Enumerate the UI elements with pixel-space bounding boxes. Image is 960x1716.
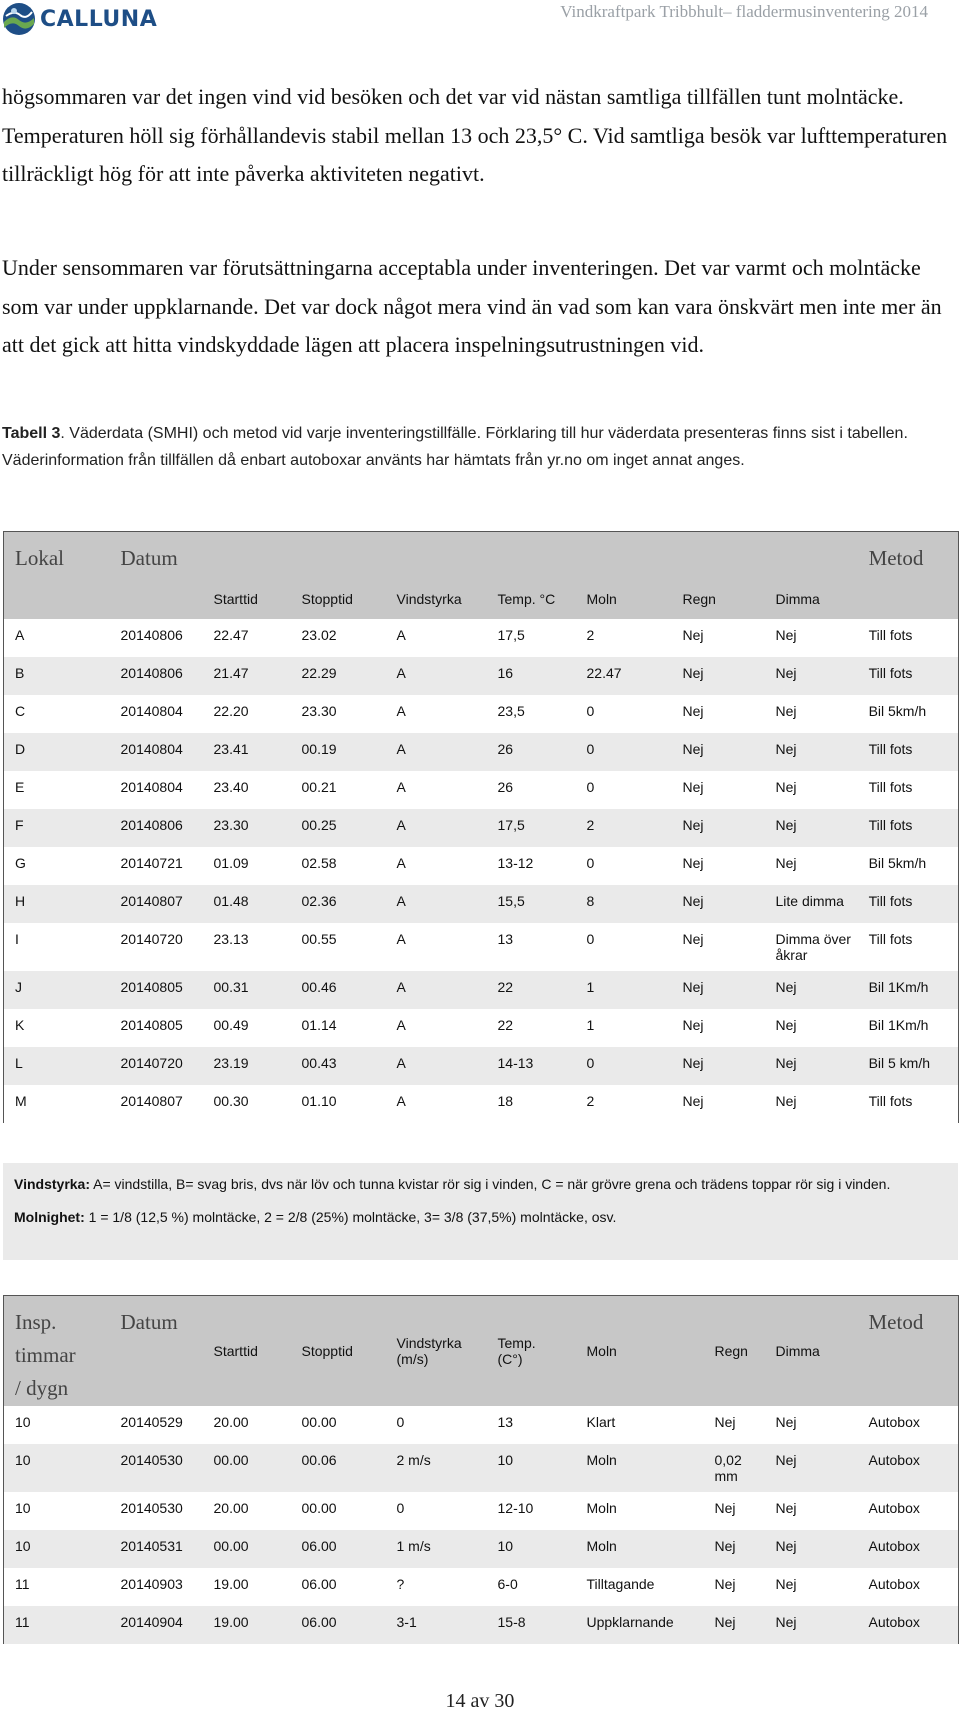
table-cell: Nej (672, 771, 765, 809)
table-cell: 0 (576, 771, 672, 809)
table-cell: 00.30 (203, 1085, 291, 1123)
insp-line-2: timmar (15, 1343, 76, 1367)
table-cell: 00.00 (203, 1444, 291, 1492)
table-row (4, 885, 959, 923)
header-stopptid: Stopptid (301, 591, 353, 607)
table-cell: Nej (672, 847, 765, 885)
table-row (4, 1530, 959, 1568)
table-cell: 13 (487, 923, 576, 971)
table-cell: 20140529 (110, 1406, 203, 1444)
table-cell: 3-1 (386, 1606, 487, 1644)
table-cell: 22 (487, 1009, 576, 1047)
table-cell: 0 (576, 847, 672, 885)
legend-molnighet (14, 1208, 948, 1227)
table-cell: 06.00 (291, 1568, 386, 1606)
table-cell: J (4, 971, 110, 1009)
table-cell: Bil 5km/h (858, 695, 959, 733)
table-cell: 2 (576, 619, 672, 657)
table-cell: 0 (576, 1047, 672, 1085)
table-cell: 10 (4, 1406, 110, 1444)
table-cell: 0 (576, 695, 672, 733)
insp-line-3: / dygn (15, 1376, 69, 1400)
caption-text: . Väderdata (SMHI) och metod vid varje inventeringstillfälle. Förklaring till hur väderdata presenteras finns sist i tabellen. Väderinformation från tillfällen då enbart autoboxar använts har hämtats från yr.no om inget annat anges. (2, 425, 908, 469)
table-cell: 20140807 (110, 1085, 203, 1123)
table-cell: 0 (386, 1492, 487, 1530)
table-row (4, 809, 959, 847)
weather-table-lokal (3, 531, 959, 1123)
legend-vindstyrka (14, 1175, 948, 1194)
table-cell: 01.09 (203, 847, 291, 885)
table-row (4, 971, 959, 1009)
table-row (4, 1406, 959, 1444)
table-cell: 11 (4, 1606, 110, 1644)
table-row (4, 1492, 959, 1530)
document-title: Vindkraftpark Tribbhult– fladdermusinventering 2014 (560, 2, 928, 21)
table-cell: 1 (576, 971, 672, 1009)
table-cell: A (386, 971, 487, 1009)
table-body (4, 1406, 959, 1644)
table-cell: A (386, 809, 487, 847)
header-starttid: Starttid (213, 591, 258, 607)
table-cell: 23.30 (291, 695, 386, 733)
table-cell: 00.49 (203, 1009, 291, 1047)
table-cell: 00.21 (291, 771, 386, 809)
table-cell: 20140805 (110, 1009, 203, 1047)
table-row (4, 657, 959, 695)
table-cell: 2 (576, 1085, 672, 1123)
table-cell: Moln (576, 1444, 704, 1492)
table-cell: Nej (704, 1492, 765, 1530)
table-cell: 02.58 (291, 847, 386, 885)
table-cell: A (386, 771, 487, 809)
table-cell: D (4, 733, 110, 771)
table-cell: Autobox (858, 1606, 959, 1644)
table-cell: 10 (487, 1530, 576, 1568)
table-cell: Nej (765, 619, 858, 657)
legend-vind-label: Vindstyrka: (14, 1176, 90, 1192)
table-cell: 00.25 (291, 809, 386, 847)
table-row (4, 1085, 959, 1123)
table-cell: Bil 1Km/h (858, 1009, 959, 1047)
table-cell: 23,5 (487, 695, 576, 733)
vind-line-1: Vindstyrka (396, 1334, 462, 1351)
table-cell: 20140807 (110, 885, 203, 923)
table-cell: 00.00 (203, 1530, 291, 1568)
table-cell: 20.00 (203, 1492, 291, 1530)
table-row (4, 619, 959, 657)
table-cell: A (386, 1085, 487, 1123)
table-cell: Klart (576, 1406, 704, 1444)
table-cell: 20140903 (110, 1568, 203, 1606)
table-cell: 20140806 (110, 619, 203, 657)
table-cell: Till fots (858, 885, 959, 923)
calluna-logo (2, 2, 157, 36)
table-cell: 17,5 (487, 809, 576, 847)
table-cell: 01.48 (203, 885, 291, 923)
table-cell: 16 (487, 657, 576, 695)
table-cell: Nej (765, 971, 858, 1009)
table-cell: 15,5 (487, 885, 576, 923)
table-cell: 00.00 (291, 1406, 386, 1444)
table-cell: Autobox (858, 1406, 959, 1444)
table-cell: Tilltagande (576, 1568, 704, 1606)
table-row (4, 847, 959, 885)
table-cell: 20.00 (203, 1406, 291, 1444)
table-legend (3, 1163, 958, 1260)
table-cell: G (4, 847, 110, 885)
table-cell: A (386, 695, 487, 733)
weather-table-autobox (3, 1295, 959, 1644)
table-cell: ? (386, 1568, 487, 1606)
page-header (0, 0, 960, 36)
table-cell: Nej (672, 733, 765, 771)
table-cell: 19.00 (203, 1606, 291, 1644)
table-cell: 21.47 (203, 657, 291, 695)
temp-line-1: Temp. (497, 1334, 536, 1351)
table-cell: 0 (576, 923, 672, 971)
table-cell: 0 (576, 733, 672, 771)
table-cell: 2 m/s (386, 1444, 487, 1492)
table-cell: 17,5 (487, 619, 576, 657)
table-cell: 13 (487, 1406, 576, 1444)
table-cell: 00.31 (203, 971, 291, 1009)
table-cell: 26 (487, 771, 576, 809)
header-moln-2: Moln (586, 1342, 617, 1359)
table-cell: A (386, 923, 487, 971)
table-cell: Autobox (858, 1444, 959, 1492)
table-cell: 20140531 (110, 1530, 203, 1568)
header-datum-2: Datum (120, 1310, 178, 1334)
table-cell: Uppklarnande (576, 1606, 704, 1644)
table-row (4, 1047, 959, 1085)
table-cell: Bil 5 km/h (858, 1047, 959, 1085)
table-cell: L (4, 1047, 110, 1085)
table-cell: 01.10 (291, 1085, 386, 1123)
table-cell: Nej (704, 1606, 765, 1644)
table-cell: M (4, 1085, 110, 1123)
table-cell: Bil 1Km/h (858, 971, 959, 1009)
header-regn-2: Regn (714, 1342, 748, 1359)
table-cell: B (4, 657, 110, 695)
table-cell: A (386, 619, 487, 657)
table-cell: Till fots (858, 733, 959, 771)
table-cell: C (4, 695, 110, 733)
paragraph-1: högsommaren var det ingen vind vid besöken och det var vid nästan samtliga tillfällen tunt molntäcke. Temperaturen höll sig förhållandevis stabil mellan 13 och 23,5° C. Vid samtliga besök var lufttemperaturen tillräckligt hög för att inte påverka aktiviteten negativt. (2, 84, 948, 186)
table-cell: Nej (765, 657, 858, 695)
table-cell: 20140721 (110, 847, 203, 885)
table-cell: 15-8 (487, 1606, 576, 1644)
header-vindstyrka: Vindstyrka (396, 591, 462, 607)
table-cell: K (4, 1009, 110, 1047)
table-cell: Nej (672, 885, 765, 923)
header-temp: Temp. °C (497, 591, 556, 607)
table-cell: 14-13 (487, 1047, 576, 1085)
table-cell: 20140804 (110, 695, 203, 733)
table-cell: Till fots (858, 619, 959, 657)
table-cell: Nej (765, 847, 858, 885)
table-cell: Nej (704, 1568, 765, 1606)
header-regn: Regn (682, 591, 716, 607)
table-cell: 23.19 (203, 1047, 291, 1085)
table-cell: 20140530 (110, 1492, 203, 1530)
table-cell: H (4, 885, 110, 923)
table-cell: 1 (576, 1009, 672, 1047)
table-cell: 02.36 (291, 885, 386, 923)
caption-label: Tabell 3 (2, 425, 61, 442)
paragraph-2: Under sensommaren var förutsättningarna acceptabla under inventeringen. Det var varmt och molntäcke som var under uppklarnande. Det var dock något mera vind än vad som kan vara önskvärt men inte mer än att det gick att hitta vindskyddade lägen att placera inspelningsutrustningen vid. (2, 255, 942, 357)
table-cell: Nej (765, 1444, 858, 1492)
table-cell: 01.14 (291, 1009, 386, 1047)
table-cell: 0,02 mm (704, 1444, 765, 1492)
table-cell: 18 (487, 1085, 576, 1123)
table-cell: A (386, 1047, 487, 1085)
table-cell: 13-12 (487, 847, 576, 885)
header-metod-2: Metod (868, 1310, 924, 1334)
table-cell: Nej (672, 695, 765, 733)
table-cell: 6-0 (487, 1568, 576, 1606)
table-cell: A (386, 847, 487, 885)
table-row (4, 1606, 959, 1644)
header-insp-timmar (4, 1296, 110, 1406)
table-cell: Nej (672, 923, 765, 971)
table-cell: 23.40 (203, 771, 291, 809)
table-cell: 22 (487, 971, 576, 1009)
table-cell: 20140804 (110, 771, 203, 809)
table-cell: 20140904 (110, 1606, 203, 1644)
table-cell: 22.29 (291, 657, 386, 695)
legend-moln-text: 1 = 1/8 (12,5 %) molntäcke, 2 = 2/8 (25%) molntäcke, 3= 3/8 (37,5%) molntäcke, osv. (84, 1209, 617, 1225)
table-cell: Nej (765, 1530, 858, 1568)
table-cell: Nej (672, 1085, 765, 1123)
table-cell: Till fots (858, 809, 959, 847)
table-cell: 00.55 (291, 923, 386, 971)
table-cell: Nej (765, 771, 858, 809)
table-row (4, 1568, 959, 1606)
table-cell: Bil 5km/h (858, 847, 959, 885)
table-cell: 20140720 (110, 1047, 203, 1085)
table-cell: Nej (672, 809, 765, 847)
header-temp-2 (487, 1296, 576, 1406)
table-cell: Nej (704, 1530, 765, 1568)
table-cell: 22.20 (203, 695, 291, 733)
table-row (4, 733, 959, 771)
table-cell: 26 (487, 733, 576, 771)
table-cell: Nej (672, 657, 765, 695)
table-cell: I (4, 923, 110, 971)
table-cell: Till fots (858, 1085, 959, 1123)
header-dimma: Dimma (775, 591, 820, 607)
table-row (4, 1444, 959, 1492)
table-cell: 20140720 (110, 923, 203, 971)
table-cell: Dimma över åkrar (765, 923, 858, 971)
table-cell: 0 (386, 1406, 487, 1444)
table-cell: E (4, 771, 110, 809)
table-cell: 22.47 (203, 619, 291, 657)
table-cell: Nej (672, 1047, 765, 1085)
legend-moln-label: Molnighet: (14, 1209, 85, 1225)
table-cell: Nej (765, 1568, 858, 1606)
table-cell: Nej (765, 1009, 858, 1047)
table-cell: 10 (4, 1492, 110, 1530)
table-cell: A (4, 619, 110, 657)
table-cell: Autobox (858, 1568, 959, 1606)
table-cell: 11 (4, 1568, 110, 1606)
table-cell: 20140806 (110, 657, 203, 695)
table-row (4, 923, 959, 971)
header-lokal: Lokal (15, 546, 64, 570)
table-cell: Nej (765, 695, 858, 733)
table-row (4, 695, 959, 733)
header-moln: Moln (586, 591, 617, 607)
table-cell: 23.02 (291, 619, 386, 657)
table-cell: 12-10 (487, 1492, 576, 1530)
table-cell: 8 (576, 885, 672, 923)
table-cell: Nej (672, 971, 765, 1009)
table-row (4, 1009, 959, 1047)
header-starttid-2: Starttid (213, 1342, 258, 1359)
table-cell: Nej (765, 733, 858, 771)
table-cell: Nej (765, 809, 858, 847)
table-cell: 00.00 (291, 1492, 386, 1530)
table-cell: 2 (576, 809, 672, 847)
table-cell: Autobox (858, 1492, 959, 1530)
table-cell: 10 (4, 1444, 110, 1492)
table-cell: 06.00 (291, 1606, 386, 1644)
table-cell: 19.00 (203, 1568, 291, 1606)
table-cell: 1 m/s (386, 1530, 487, 1568)
table-cell: Moln (576, 1530, 704, 1568)
header-dimma-2: Dimma (775, 1342, 820, 1359)
table-cell: Nej (704, 1406, 765, 1444)
logo-text: CALLUNA (40, 6, 158, 32)
table-cell: 22.47 (576, 657, 672, 695)
vind-line-2: (m/s) (396, 1350, 429, 1367)
table-caption (2, 421, 952, 474)
header-metod: Metod (868, 546, 924, 570)
header-stopptid-2: Stopptid (301, 1342, 353, 1359)
table-cell: 10 (487, 1444, 576, 1492)
table-cell: Lite dimma (765, 885, 858, 923)
table-cell: A (386, 1009, 487, 1047)
table-cell: Nej (765, 1085, 858, 1123)
legend-vind-text: A= vindstilla, B= svag bris, dvs när löv och tunna kvistar rör sig i vinden, C = när grövre grena och trädens toppar rör sig i vinden. (90, 1176, 891, 1192)
table-cell: F (4, 809, 110, 847)
table-cell: 23.30 (203, 809, 291, 847)
table-cell: 20140806 (110, 809, 203, 847)
page-number: 14 av 30 (445, 1690, 515, 1712)
table-cell: 23.13 (203, 923, 291, 971)
table-cell: Autobox (858, 1530, 959, 1568)
table-cell: Nej (765, 1606, 858, 1644)
table-cell: 23.41 (203, 733, 291, 771)
table-cell: 20140530 (110, 1444, 203, 1492)
table-cell: Nej (765, 1406, 858, 1444)
table-cell: Till fots (858, 771, 959, 809)
table-cell: A (386, 657, 487, 695)
table-cell: 00.06 (291, 1444, 386, 1492)
table-cell: Moln (576, 1492, 704, 1530)
table-cell: Till fots (858, 657, 959, 695)
table-cell: Nej (672, 1009, 765, 1047)
table-cell: Nej (765, 1492, 858, 1530)
insp-line-1: Insp. (15, 1310, 57, 1334)
table-cell: Till fots (858, 923, 959, 971)
table-cell: 10 (4, 1530, 110, 1568)
calluna-logo-icon (2, 2, 36, 36)
table-cell: 20140804 (110, 733, 203, 771)
table-body (4, 619, 959, 1123)
table-cell: A (386, 885, 487, 923)
table-cell: Nej (672, 619, 765, 657)
table-cell: Nej (765, 1047, 858, 1085)
table-cell: 00.19 (291, 733, 386, 771)
header-vindstyrka-2 (386, 1296, 487, 1406)
table-cell: 20140805 (110, 971, 203, 1009)
header-datum: Datum (120, 546, 178, 570)
table-cell: A (386, 733, 487, 771)
table-row (4, 771, 959, 809)
table-cell: 06.00 (291, 1530, 386, 1568)
table-cell: 00.43 (291, 1047, 386, 1085)
temp-line-2: (C°) (497, 1350, 523, 1367)
table-cell: 00.46 (291, 971, 386, 1009)
